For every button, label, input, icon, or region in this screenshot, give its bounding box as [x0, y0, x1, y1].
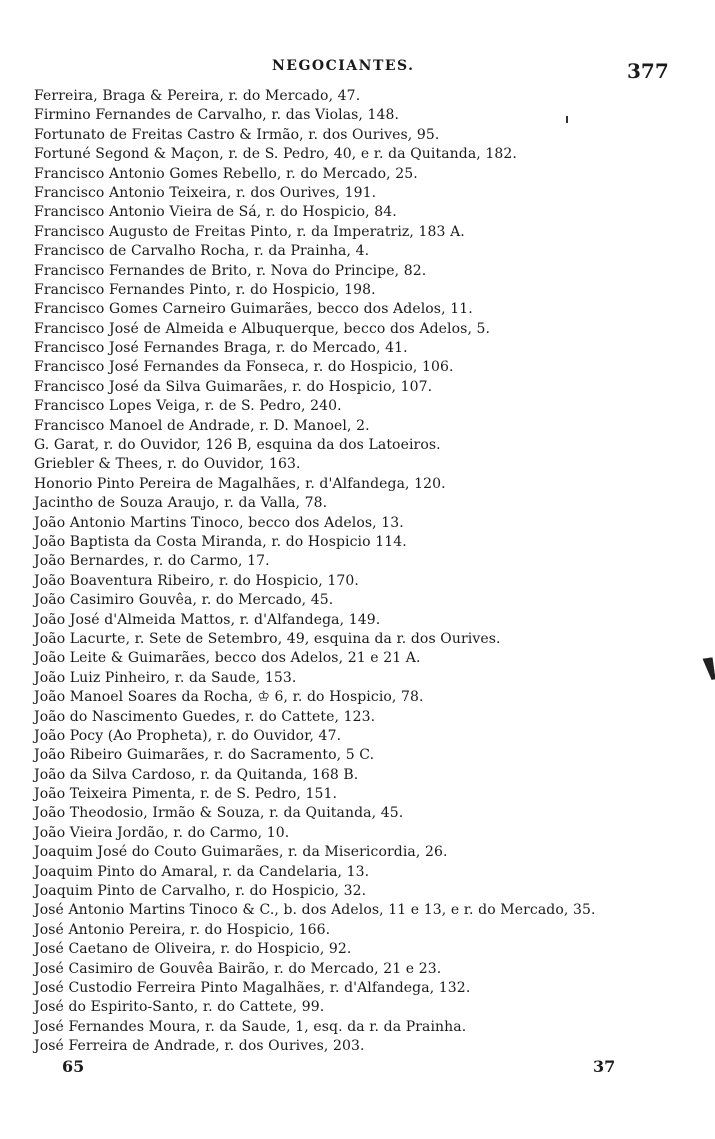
list-item: Francisco de Carvalho Rocha, r. da Prainha, 4. [34, 243, 370, 260]
list-item: João da Silva Cardoso, r. da Quitanda, 168 B. [34, 766, 359, 783]
page-number: 377 [627, 59, 669, 83]
list-item: Francisco Lopes Veiga, r. de S. Pedro, 240. [34, 398, 342, 415]
list-item: Fortunato de Freitas Castro & Irmão, r. dos Ourives, 95. [34, 126, 440, 143]
list-item: José Custodio Ferreira Pinto Magalhães, r. d'Alfandega, 132. [34, 979, 471, 996]
list-item: João Teixeira Pimenta, r. de S. Pedro, 151. [34, 786, 338, 803]
list-item: Fortuné Segond & Maçon, r. de S. Pedro, 40, e r. da Quitanda, 182. [34, 146, 517, 163]
list-item: Francisco Fernandes de Brito, r. Nova do Principe, 82. [34, 262, 427, 279]
list-item: José Caetano de Oliveira, r. do Hospicio, 92. [34, 941, 352, 958]
list-item: João Leite & Guimarães, becco dos Adelos, 21 e 21 A. [34, 650, 421, 667]
list-item: G. Garat, r. do Ouvidor, 126 B, esquina da dos Latoeiros. [34, 437, 441, 454]
list-item: José do Espirito-Santo, r. do Cattete, 99. [34, 999, 325, 1016]
list-item: José Ferreira de Andrade, r. dos Ourives, 203. [34, 1038, 365, 1055]
list-item: Griebler & Thees, r. do Ouvidor, 163. [34, 456, 301, 473]
list-item: João Ribeiro Guimarães, r. do Sacramento, 5 C. [34, 747, 375, 764]
list-item: Francisco Antonio Vieira de Sá, r. do Hospicio, 84. [34, 204, 397, 221]
list-item: João José d'Almeida Mattos, r. d'Alfandega, 149. [34, 611, 381, 628]
signature-mark-right: 37 [593, 1057, 616, 1076]
list-item: Francisco José de Almeida e Albuquerque, becco dos Adelos, 5. [34, 320, 491, 337]
gutter-scan-mark [703, 657, 715, 680]
list-item: João Manoel Soares da Rocha, ♔ 6, r. do Hospicio, 78. [34, 689, 424, 706]
list-item: José Antonio Pereira, r. do Hospicio, 166. [34, 921, 331, 938]
list-item: Ferreira, Braga & Pereira, r. do Mercado, 47. [34, 88, 361, 104]
list-item: Francisco Fernandes Pinto, r. do Hospicio, 198. [34, 281, 376, 298]
list-item: Joaquim Pinto do Amaral, r. da Candelaria, 13. [34, 863, 370, 880]
list-item: José Antonio Martins Tinoco & C., b. dos Adelos, 11 e 13, e r. do Mercado, 35. [34, 902, 596, 919]
list-item: Jacintho de Souza Araujo, r. da Valla, 78. [34, 495, 328, 512]
list-item: Francisco José Fernandes da Fonseca, r. do Hospicio, 106. [34, 359, 454, 376]
list-item: João Casimiro Gouvêa, r. do Mercado, 45. [34, 592, 334, 609]
list-item: João Luiz Pinheiro, r. da Saude, 153. [34, 669, 297, 686]
list-item: Francisco Augusto de Freitas Pinto, r. da Imperatriz, 183 A. [34, 223, 465, 240]
signature-mark-left: 65 [62, 1057, 85, 1076]
running-title: NEGOCIANTES. [272, 58, 415, 74]
page-header [0, 58, 715, 82]
list-item: Joaquim José do Couto Guimarães, r. da Misericordia, 26. [34, 844, 448, 861]
list-item: Francisco Gomes Carneiro Guimarães, becco dos Adelos, 11. [34, 301, 473, 318]
list-item: João Lacurte, r. Sete de Setembro, 49, esquina da r. dos Ourives. [34, 630, 501, 647]
list-item: Francisco José Fernandes Braga, r. do Mercado, 41. [34, 340, 408, 357]
list-item: Francisco Manoel de Andrade, r. D. Manoel, 2. [34, 417, 370, 434]
merchant-list [34, 87, 674, 1057]
list-item: Francisco Antonio Teixeira, r. dos Ourives, 191. [34, 184, 377, 201]
list-item: João Theodosio, Irmão & Souza, r. da Quitanda, 45. [34, 805, 404, 822]
list-item: José Fernandes Moura, r. da Saude, 1, esq. da r. da Prainha. [34, 1018, 467, 1035]
list-item: Honorio Pinto Pereira de Magalhães, r. d'Alfandega, 120. [34, 475, 446, 492]
list-item: João Pocy (Ao Propheta), r. do Ouvidor, 47. [34, 727, 342, 744]
list-item: Joaquim Pinto de Carvalho, r. do Hospicio, 32. [34, 883, 367, 900]
list-item: João do Nascimento Guedes, r. do Cattete, 123. [34, 708, 376, 725]
list-item: João Baptista da Costa Miranda, r. do Hospicio 114. [34, 533, 407, 550]
list-item: José Casimiro de Gouvêa Bairão, r. do Mercado, 21 e 23. [34, 960, 442, 977]
list-item: João Boaventura Ribeiro, r. do Hospicio, 170. [34, 572, 359, 589]
list-item: Francisco Antonio Gomes Rebello, r. do Mercado, 25. [34, 165, 418, 182]
list-item: João Antonio Martins Tinoco, becco dos Adelos, 13. [34, 514, 404, 531]
list-item: João Vieira Jordão, r. do Carmo, 10. [34, 824, 290, 841]
list-item: Francisco José da Silva Guimarães, r. do Hospicio, 107. [34, 378, 433, 395]
page-footer [0, 1057, 715, 1081]
list-item: João Bernardes, r. do Carmo, 17. [34, 553, 270, 570]
list-item: Firmino Fernandes de Carvalho, r. das Violas, 148. [34, 107, 400, 124]
